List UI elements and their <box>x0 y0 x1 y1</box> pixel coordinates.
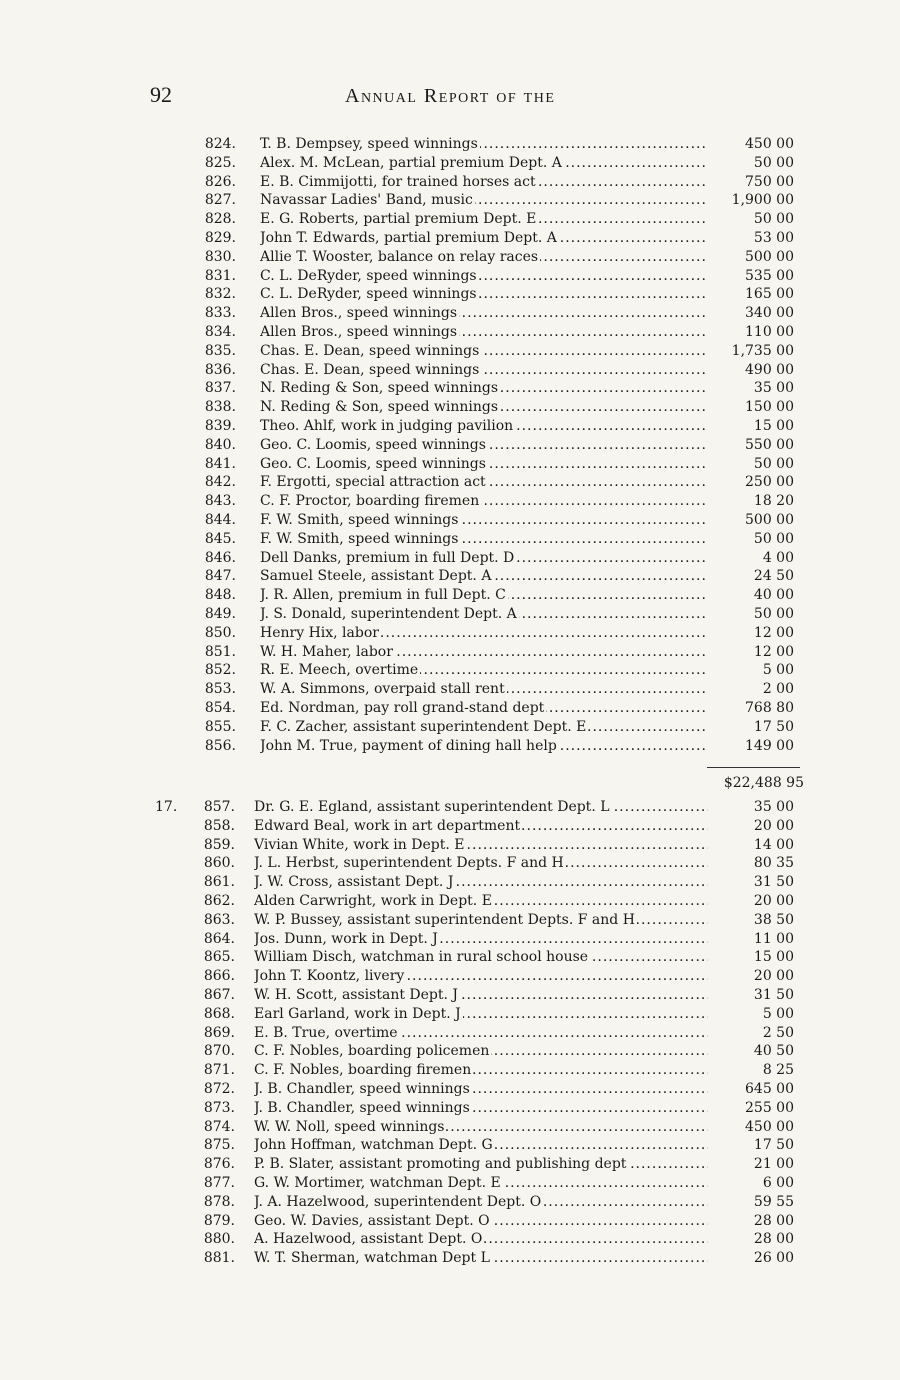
description-text: J. W. Cross, assistant Dept. J <box>254 874 454 891</box>
voucher-description <box>260 323 708 342</box>
description-text: A. Hazelwood, assistant Dept. O <box>254 1231 483 1248</box>
voucher-number: 866. <box>203 968 235 985</box>
ledger-row <box>150 549 810 568</box>
voucher-amount: 5 00 <box>762 1005 794 1022</box>
voucher-description <box>260 210 708 229</box>
voucher-number: 870. <box>203 1043 235 1060</box>
description-text: John M. True, payment of dining hall help <box>260 737 557 754</box>
voucher-amount: 35 00 <box>753 380 794 397</box>
description-text: F. C. Zacher, assistant superintendent Dept. E <box>260 718 587 735</box>
description-text: Henry Hix, labor <box>260 624 379 641</box>
voucher-amount: 11 00 <box>753 930 794 947</box>
voucher-description <box>260 699 708 718</box>
voucher-description <box>254 1136 708 1155</box>
voucher-description <box>260 455 708 474</box>
voucher-number: 858. <box>203 817 235 834</box>
voucher-description <box>260 624 708 643</box>
ledger-row <box>150 1230 810 1249</box>
voucher-number: 841. <box>204 455 236 472</box>
description-text: W. T. Sherman, watchman Dept L <box>254 1250 490 1267</box>
description-text: Dell Danks, premium in full Dept. D <box>260 549 515 566</box>
voucher-number: 876. <box>203 1156 235 1173</box>
voucher-description <box>260 586 708 605</box>
ledger-row <box>150 661 810 680</box>
subtotal-rule <box>707 767 800 768</box>
ledger-row <box>150 436 810 455</box>
voucher-description <box>254 1249 708 1268</box>
voucher-amount: 31 50 <box>753 986 794 1003</box>
voucher-amount: 250 00 <box>745 474 794 491</box>
ledger-row <box>150 643 810 662</box>
voucher-amount: 31 50 <box>753 874 794 891</box>
ledger-row <box>150 342 810 361</box>
voucher-number: 861. <box>203 874 235 891</box>
voucher-number: 827. <box>204 192 236 209</box>
voucher-amount: 340 00 <box>745 305 794 322</box>
description-text: N. Reding & Son, speed winnings <box>260 399 499 416</box>
voucher-number: 877. <box>203 1174 235 1191</box>
voucher-number: 874. <box>203 1118 235 1135</box>
voucher-number: 869. <box>203 1024 235 1041</box>
voucher-description <box>260 718 708 737</box>
description-text: Navassar Ladies' Band, music <box>260 192 473 209</box>
description-text: E. B. Cimmijotti, for trained horses act <box>260 173 536 190</box>
voucher-number: 828. <box>204 211 236 228</box>
voucher-description <box>254 836 708 855</box>
description-text: N. Reding & Son, speed winnings <box>260 380 499 397</box>
voucher-amount: 50 00 <box>753 211 794 228</box>
voucher-amount: 110 00 <box>745 323 794 340</box>
voucher-number: 855. <box>204 718 236 735</box>
voucher-amount: 14 00 <box>753 836 794 853</box>
ledger-row <box>150 1061 810 1080</box>
ledger-row <box>150 1249 810 1268</box>
voucher-amount: 2 00 <box>762 681 794 698</box>
voucher-number: 878. <box>203 1193 235 1210</box>
ledger-row <box>150 473 810 492</box>
ledger-row <box>150 1155 810 1174</box>
description-text: W. P. Bussey, assistant superintendent Depts. F and H <box>254 911 635 928</box>
ledger-row <box>150 718 810 737</box>
voucher-description <box>254 1193 708 1212</box>
voucher-number: 863. <box>203 911 235 928</box>
voucher-amount: 12 00 <box>753 624 794 641</box>
voucher-description <box>260 154 708 173</box>
description-text: C. F. Nobles, boarding firemen <box>254 1062 472 1079</box>
ledger-row <box>150 530 810 549</box>
description-text: J. R. Allen, premium in full Dept. C <box>260 587 506 604</box>
description-text: J. A. Hazelwood, superintendent Dept. O <box>254 1193 542 1210</box>
ledger-row <box>150 948 810 967</box>
ledger-row <box>150 210 810 229</box>
ledger-row <box>150 191 810 210</box>
voucher-number: 867. <box>203 986 235 1003</box>
ledger-row <box>150 737 810 756</box>
voucher-number: 824. <box>204 136 236 152</box>
voucher-number: 837. <box>204 380 236 397</box>
voucher-amount: 12 00 <box>753 643 794 660</box>
ledger-row <box>150 1005 810 1024</box>
description-text: E. G. Roberts, partial premium Dept. E <box>260 211 537 228</box>
ledger-row <box>150 567 810 586</box>
voucher-amount: 149 00 <box>745 737 794 754</box>
ledger-row <box>150 173 810 192</box>
voucher-amount: 50 00 <box>753 154 794 171</box>
voucher-amount: 20 00 <box>753 892 794 909</box>
description-text: W. W. Noll, speed winnings <box>254 1118 445 1135</box>
voucher-amount: 50 00 <box>753 455 794 472</box>
description-text: W. H. Maher, labor <box>260 643 393 660</box>
voucher-amount: 2 50 <box>762 1024 794 1041</box>
voucher-description <box>254 1155 708 1174</box>
ledger-row <box>150 267 810 286</box>
voucher-description <box>254 1024 708 1043</box>
description-text: Jos. Dunn, work in Dept. J <box>254 930 438 947</box>
ledger-row <box>150 624 810 643</box>
description-text: R. E. Meech, overtime <box>260 662 419 679</box>
voucher-amount: 450 00 <box>745 1118 794 1135</box>
ledger-row <box>150 361 810 380</box>
voucher-amount: 20 00 <box>753 817 794 834</box>
voucher-description <box>260 361 708 380</box>
voucher-description <box>260 511 708 530</box>
voucher-description <box>260 379 708 398</box>
description-text: Dr. G. E. Egland, assistant superintendent Dept. L <box>254 799 610 815</box>
ledger-row <box>150 379 810 398</box>
voucher-number: 872. <box>203 1080 235 1097</box>
voucher-description <box>254 1005 708 1024</box>
voucher-number: 832. <box>204 286 236 303</box>
subtotal: $22,488 95 <box>723 775 804 791</box>
voucher-number: 831. <box>204 267 236 284</box>
voucher-amount: 28 00 <box>753 1212 794 1229</box>
ledger-row <box>150 1136 810 1155</box>
running-head: Annual Report of the <box>345 85 556 107</box>
voucher-description <box>260 492 708 511</box>
voucher-amount: 80 35 <box>753 855 794 872</box>
voucher-number: 835. <box>204 342 236 359</box>
description-text: Ed. Nordman, pay roll grand-stand dept <box>260 699 545 716</box>
voucher-description <box>260 285 708 304</box>
voucher-amount: 490 00 <box>745 361 794 378</box>
description-text: F. W. Smith, speed winnings <box>260 530 459 547</box>
ledger-section-2 <box>150 798 810 1268</box>
description-text: C. L. DeRyder, speed winnings <box>260 286 477 303</box>
description-text: John Hoffman, watchman Dept. G <box>254 1137 493 1154</box>
ledger-row <box>150 798 810 817</box>
voucher-amount: 40 50 <box>753 1043 794 1060</box>
voucher-amount: 1,735 00 <box>731 342 794 359</box>
voucher-number: 849. <box>204 605 236 622</box>
voucher-amount: 535 00 <box>745 267 794 284</box>
voucher-number: 868. <box>203 1005 235 1022</box>
ledger-row <box>150 304 810 323</box>
description-text: John T. Koontz, livery <box>254 968 405 985</box>
voucher-amount: 15 00 <box>753 949 794 966</box>
description-text: Geo. W. Davies, assistant Dept. O <box>254 1212 490 1229</box>
description-text: William Disch, watchman in rural school house <box>254 949 589 966</box>
voucher-amount: 500 00 <box>745 511 794 528</box>
ledger-row <box>150 492 810 511</box>
voucher-number: 839. <box>204 417 236 434</box>
voucher-description <box>260 737 708 756</box>
voucher-number: 856. <box>204 737 236 754</box>
voucher-number: 875. <box>203 1137 235 1154</box>
voucher-number: 829. <box>204 229 236 246</box>
ledger-row <box>150 699 810 718</box>
description-text: Allen Bros., speed winnings <box>260 305 458 322</box>
ledger-row <box>150 1080 810 1099</box>
ledger-row <box>150 930 810 949</box>
voucher-number: 838. <box>204 399 236 416</box>
description-text: John T. Edwards, partial premium Dept. A <box>260 229 557 246</box>
description-text: F. Ergotti, special attraction act <box>260 474 486 491</box>
ledger-row <box>150 229 810 248</box>
voucher-amount: 50 00 <box>753 530 794 547</box>
description-text: C. L. DeRyder, speed winnings <box>260 267 477 284</box>
voucher-description <box>260 267 708 286</box>
voucher-number: 862. <box>203 892 235 909</box>
ledger-row <box>150 154 810 173</box>
voucher-number: 847. <box>204 568 236 585</box>
voucher-description <box>254 1099 708 1118</box>
ledger-row <box>150 605 810 624</box>
ledger-row <box>150 836 810 855</box>
voucher-number: 860. <box>203 855 235 872</box>
ledger-row <box>150 817 810 836</box>
voucher-number: 871. <box>203 1062 235 1079</box>
voucher-number: 865. <box>203 949 235 966</box>
voucher-description <box>260 398 708 417</box>
description-text: Vivian White, work in Dept. E <box>254 836 465 853</box>
voucher-amount: 768 80 <box>745 699 794 716</box>
description-text: J. S. Donald, superintendent Dept. A <box>260 605 517 622</box>
ledger-row <box>150 1118 810 1137</box>
voucher-number: 840. <box>204 436 236 453</box>
voucher-number: 850. <box>204 624 236 641</box>
description-text: J. B. Chandler, speed winnings <box>254 1080 470 1097</box>
voucher-amount: 165 00 <box>745 286 794 303</box>
voucher-number: 834. <box>204 323 236 340</box>
ledger-row <box>150 285 810 304</box>
voucher-amount: 50 00 <box>753 605 794 622</box>
voucher-amount: 450 00 <box>745 136 794 152</box>
ledger-row <box>150 1193 810 1212</box>
voucher-description <box>260 605 708 624</box>
voucher-amount: 6 00 <box>762 1174 794 1191</box>
voucher-description <box>254 873 708 892</box>
voucher-number: 880. <box>203 1231 235 1248</box>
voucher-amount: 8 25 <box>762 1062 794 1079</box>
voucher-number: 852. <box>204 662 236 679</box>
description-text: J. B. Chandler, speed winnings <box>254 1099 470 1116</box>
voucher-description <box>254 892 708 911</box>
voucher-description <box>260 191 708 210</box>
ledger-row <box>150 854 810 873</box>
voucher-description <box>254 930 708 949</box>
voucher-number: 843. <box>204 493 236 510</box>
voucher-description <box>260 549 708 568</box>
voucher-amount: 500 00 <box>745 248 794 265</box>
voucher-description <box>260 643 708 662</box>
voucher-description <box>254 986 708 1005</box>
description-text: W. H. Scott, assistant Dept. J <box>254 986 459 1003</box>
description-text: Samuel Steele, assistant Dept. A <box>260 568 492 585</box>
voucher-amount: 15 00 <box>753 417 794 434</box>
voucher-description <box>254 798 708 817</box>
voucher-description <box>254 1118 708 1137</box>
voucher-number: 881. <box>203 1250 235 1267</box>
voucher-amount: 35 00 <box>753 799 794 815</box>
ledger-row <box>150 323 810 342</box>
voucher-number: 836. <box>204 361 236 378</box>
voucher-description <box>260 567 708 586</box>
description-text: Alex. M. McLean, partial premium Dept. A <box>260 154 562 171</box>
voucher-number: 853. <box>204 681 236 698</box>
voucher-amount: 645 00 <box>745 1080 794 1097</box>
voucher-amount: 4 00 <box>762 549 794 566</box>
voucher-description <box>254 817 708 836</box>
voucher-amount: 1,900 00 <box>731 192 794 209</box>
voucher-description <box>254 1212 708 1231</box>
ledger-row <box>150 586 810 605</box>
ledger-row <box>150 1099 810 1118</box>
ledger-row <box>150 911 810 930</box>
ledger-row <box>150 873 810 892</box>
ledger-section-1 <box>150 135 810 755</box>
ledger-row <box>150 1212 810 1231</box>
voucher-amount: 40 00 <box>753 587 794 604</box>
voucher-amount: 750 00 <box>745 173 794 190</box>
voucher-number: 826. <box>204 173 236 190</box>
description-text: E. B. True, overtime <box>254 1024 398 1041</box>
voucher-amount: 17 50 <box>753 718 794 735</box>
voucher-amount: 21 00 <box>753 1156 794 1173</box>
voucher-amount: 28 00 <box>753 1231 794 1248</box>
voucher-description <box>260 417 708 436</box>
day-number: 17. <box>155 799 178 815</box>
voucher-amount: 17 50 <box>753 1137 794 1154</box>
voucher-amount: 26 00 <box>753 1250 794 1267</box>
voucher-number: 879. <box>203 1212 235 1229</box>
voucher-description <box>254 1080 708 1099</box>
ledger-row <box>150 1042 810 1061</box>
voucher-amount: 24 50 <box>753 568 794 585</box>
description-text: Edward Beal, work in art department <box>254 817 521 834</box>
voucher-amount: 150 00 <box>745 399 794 416</box>
voucher-number: 857. <box>203 799 235 815</box>
voucher-amount: 38 50 <box>753 911 794 928</box>
voucher-description <box>254 1042 708 1061</box>
voucher-number: 845. <box>204 530 236 547</box>
voucher-description <box>254 1061 708 1080</box>
page-number: 92 <box>150 82 172 107</box>
voucher-description <box>260 229 708 248</box>
voucher-description <box>260 661 708 680</box>
description-text: Geo. C. Loomis, speed winnings <box>260 436 486 453</box>
voucher-description <box>260 436 708 455</box>
voucher-description <box>260 342 708 361</box>
voucher-number: 842. <box>204 474 236 491</box>
description-text: Theo. Ahlf, work in judging pavilion <box>260 417 514 434</box>
description-text: Allen Bros., speed winnings <box>260 323 458 340</box>
voucher-amount: 20 00 <box>753 968 794 985</box>
voucher-amount: 550 00 <box>745 436 794 453</box>
voucher-number: 854. <box>204 699 236 716</box>
ledger-row <box>150 1174 810 1193</box>
ledger-row <box>150 248 810 267</box>
voucher-number: 846. <box>204 549 236 566</box>
description-text: P. B. Slater, assistant promoting and publishing dept <box>254 1156 627 1173</box>
description-text: C. F. Proctor, boarding firemen <box>260 493 480 510</box>
voucher-description <box>254 948 708 967</box>
voucher-amount: 59 55 <box>753 1193 794 1210</box>
ledger-row <box>150 511 810 530</box>
description-text: T. B. Dempsey, speed winnings <box>260 136 478 152</box>
voucher-amount: 5 00 <box>762 662 794 679</box>
voucher-description <box>254 854 708 873</box>
voucher-number: 873. <box>203 1099 235 1116</box>
description-text: C. F. Nobles, boarding policemen <box>254 1043 490 1060</box>
description-text: F. W. Smith, speed winnings <box>260 511 459 528</box>
ledger-row <box>150 135 810 154</box>
description-text: Allie T. Wooster, balance on relay races <box>260 248 539 265</box>
voucher-number: 844. <box>204 511 236 528</box>
voucher-description <box>254 911 708 930</box>
ledger-row <box>150 1024 810 1043</box>
description-text: G. W. Mortimer, watchman Dept. E <box>254 1174 501 1191</box>
voucher-description <box>254 1174 708 1193</box>
voucher-number: 830. <box>204 248 236 265</box>
voucher-description <box>254 967 708 986</box>
description-text: Earl Garland, work in Dept. J <box>254 1005 461 1022</box>
description-text: Chas. E. Dean, speed winnings <box>260 361 480 378</box>
voucher-number: 848. <box>204 587 236 604</box>
description-text: Geo. C. Loomis, speed winnings <box>260 455 486 472</box>
voucher-description <box>260 530 708 549</box>
voucher-amount: 255 00 <box>745 1099 794 1116</box>
ledger-row <box>150 455 810 474</box>
ledger-row <box>150 986 810 1005</box>
description-text: Chas. E. Dean, speed winnings <box>260 342 480 359</box>
voucher-amount: 18 20 <box>753 493 794 510</box>
ledger-row <box>150 417 810 436</box>
ledger-row <box>150 892 810 911</box>
voucher-description <box>260 248 708 267</box>
voucher-number: 864. <box>203 930 235 947</box>
description-text: W. A. Simmons, overpaid stall rent <box>260 681 505 698</box>
description-text: Alden Carwright, work in Dept. E <box>254 892 492 909</box>
voucher-number: 833. <box>204 305 236 322</box>
ledger-row <box>150 398 810 417</box>
voucher-description <box>260 135 708 154</box>
voucher-number: 825. <box>204 154 236 171</box>
description-text: J. L. Herbst, superintendent Depts. F and H <box>254 855 564 872</box>
voucher-description <box>260 680 708 699</box>
voucher-number: 859. <box>203 836 235 853</box>
ledger-row <box>150 680 810 699</box>
voucher-number: 851. <box>204 643 236 660</box>
voucher-description <box>260 473 708 492</box>
voucher-description <box>254 1230 708 1249</box>
ledger-row <box>150 967 810 986</box>
voucher-amount: 53 00 <box>753 229 794 246</box>
voucher-description <box>260 173 708 192</box>
voucher-description <box>260 304 708 323</box>
